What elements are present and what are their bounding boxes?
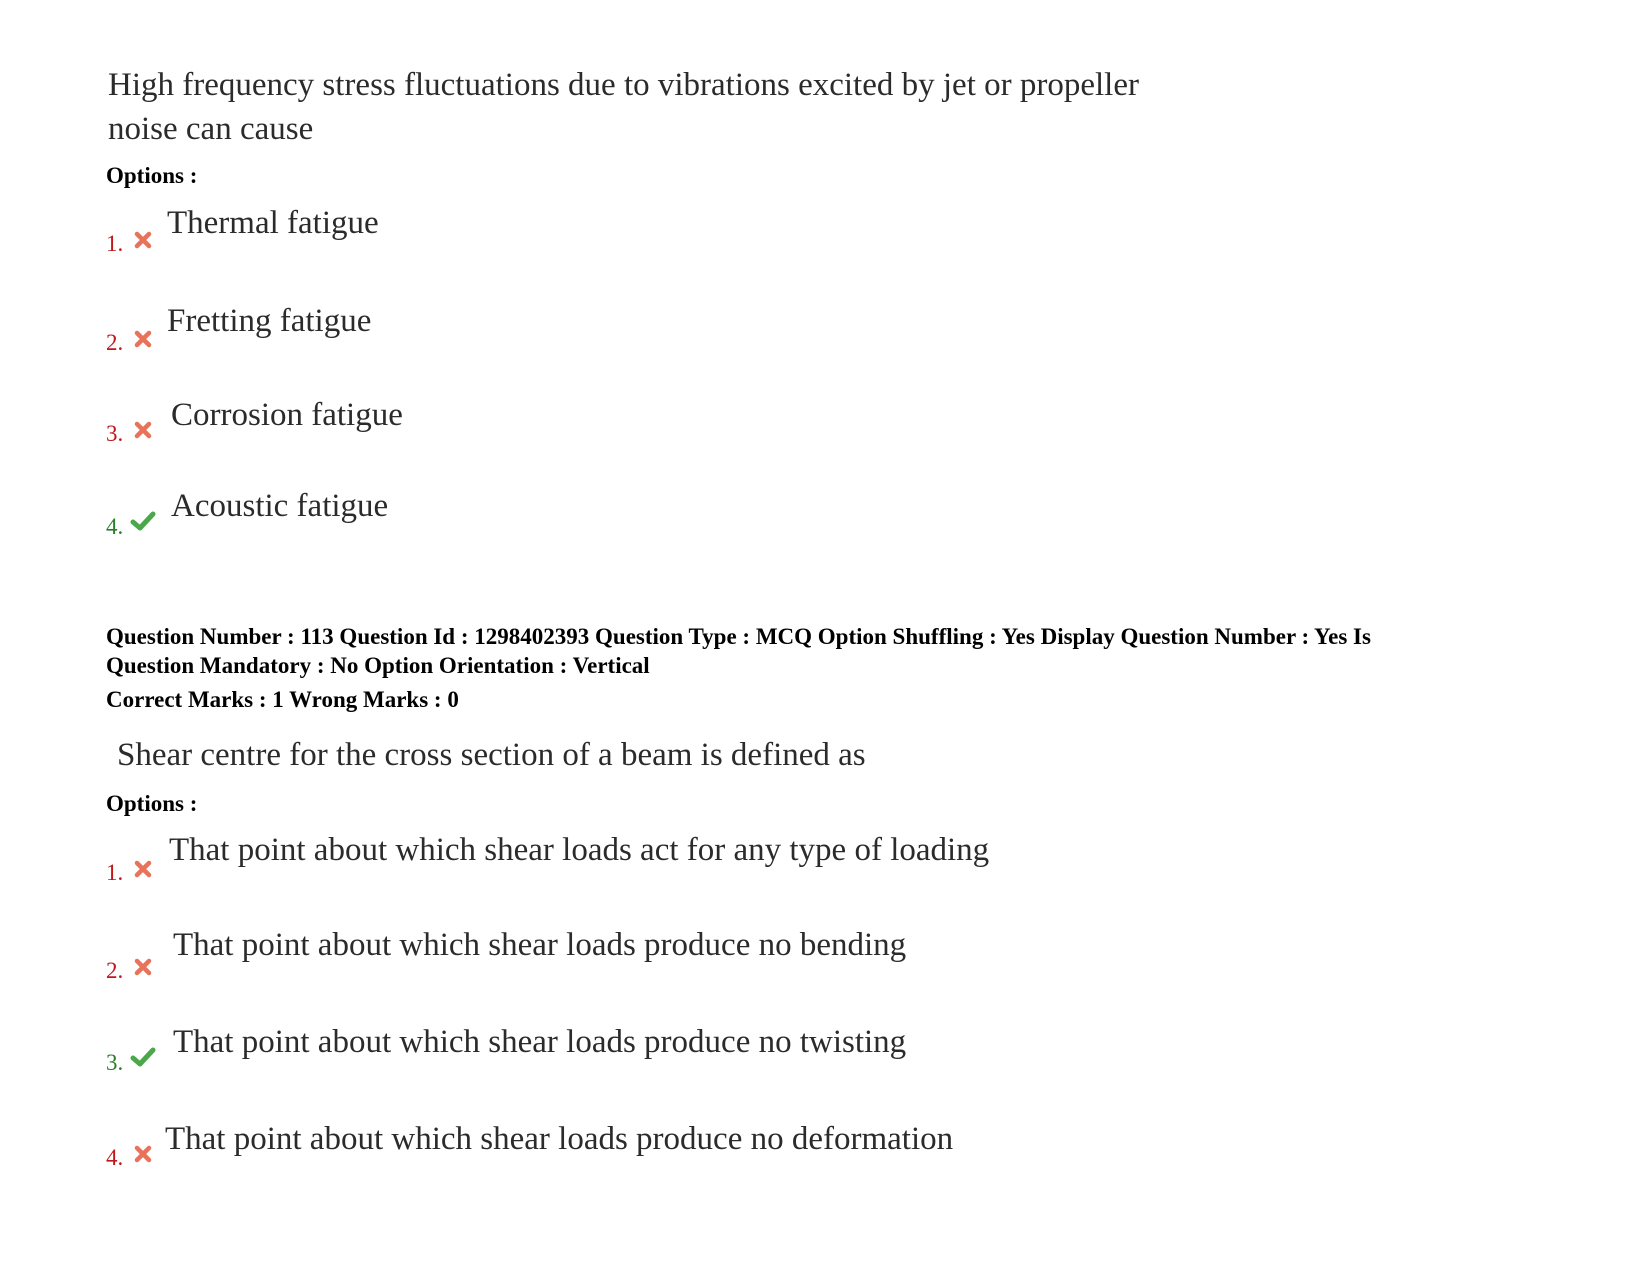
option-number: 3. [106, 421, 124, 446]
question-112-text-line1: High frequency stress fluctuations due to vibrations excited by jet or propeller [108, 67, 1139, 103]
options-label: Options : [106, 163, 198, 188]
question-113-text: Shear centre for the cross section of a beam is defined as [117, 737, 866, 773]
cross-icon [133, 421, 153, 439]
question-marks: Correct Marks : 1 Wrong Marks : 0 [106, 687, 459, 712]
option-text: Fretting fatigue [167, 303, 372, 339]
option-text: That point about which shear loads produce no bending [173, 927, 907, 963]
option-text: Thermal fatigue [167, 205, 379, 241]
option-text: That point about which shear loads produce no twisting [173, 1024, 907, 1060]
option-text: That point about which shear loads produce no deformation [165, 1121, 954, 1157]
option-number: 1. [106, 860, 124, 885]
check-icon [130, 510, 156, 532]
cross-icon [133, 1145, 153, 1163]
cross-icon [133, 330, 153, 348]
option-number: 1. [106, 231, 124, 256]
option-number: 4. [106, 514, 124, 539]
option-number: 2. [106, 330, 124, 355]
question-meta-line1: Question Number : 113 Question Id : 1298402393 Question Type : MCQ Option Shuffling : Yes Display Question Number : Yes Is [106, 624, 1371, 649]
cross-icon [133, 231, 153, 249]
cross-icon [133, 958, 153, 976]
question-meta-line2: Question Mandatory : No Option Orientation : Vertical [106, 653, 650, 678]
options-label: Options : [106, 791, 198, 816]
cross-icon [133, 860, 153, 878]
option-text: Acoustic fatigue [171, 488, 389, 524]
option-number: 2. [106, 958, 124, 983]
option-text: Corrosion fatigue [171, 397, 403, 433]
option-number: 4. [106, 1145, 124, 1170]
question-112-text-line2: noise can cause [108, 111, 314, 147]
option-number: 3. [106, 1050, 124, 1075]
check-icon [130, 1046, 156, 1068]
option-text: That point about which shear loads act for any type of loading [169, 832, 990, 868]
